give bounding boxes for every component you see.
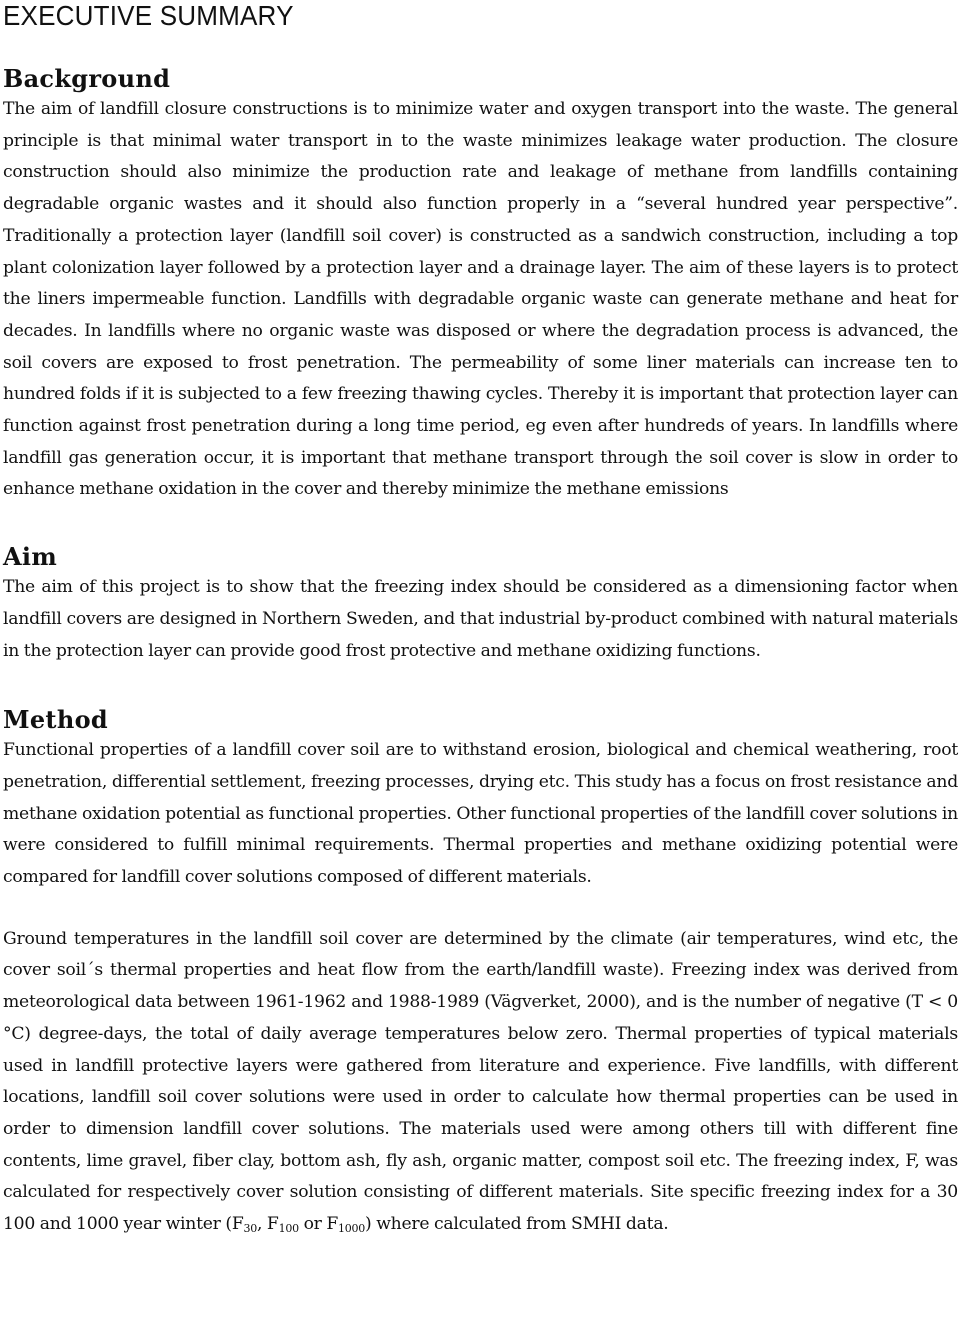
- aim-paragraph: The aim of this project is to show that the freezing index should be considered as a dimensioning factor when landfill covers are designed in Northern Sweden, and that industrial by-product combined with natural materials in the protection layer can provide good frost protective and methane oxidizing functions.: [3, 577, 958, 661]
- freezing-index-sub-30: 30: [243, 1222, 257, 1236]
- freezing-index-sep-1: , F: [257, 1214, 279, 1235]
- aim-section: [3, 542, 958, 667]
- aim-heading: Aim: [3, 542, 58, 572]
- method-paragraph-2-body: Ground temperatures in the landfill soil cover are determined by the climate (air temperatures, wind etc, the cover soil´s thermal properties and heat flow from the earth/landfill waste). Freezing index was derived from meteorological data between 1961-1962 and 1988-1989 (Vägverket, 2000), and is the number of negative (T < 0 °C) degree-days, the total of daily average temperatures below zero. Thermal properties of typical materials used in landfill protective layers were gathered from literature and experience. Five landfills, with different locations, landfill soil cover solutions were used in order to calculate how thermal properties can be used in order to dimension landfill cover solutions. The materials used were among others till with different fine contents, lime gravel, fiber clay, bottom ash, fly ash, organic matter, compost soil etc. The freezing index, F, was calculated for respectively cover solution consisting of different materials. Site specific freezing index for a 30 100 and 1000 year winter: [3, 928, 958, 1235]
- method-paragraph-1: Functional properties of a landfill cover soil are to withstand erosion, biological and chemical weathering, root penetration, differential settlement, freezing processes, drying etc. This study has a focus on frost resistance and methane oxidation potential as functional properties. Other functional properties of the landfill cover solutions in were considered to fulfill minimal requirements. Thermal properties and methane oxidizing potential were compared for landfill cover solutions composed of different materials.: [3, 740, 958, 888]
- freezing-index-sub-1000: 1000: [338, 1222, 366, 1236]
- document-title: EXECUTIVE SUMMARY: [3, 0, 294, 31]
- paragraph-gap: [3, 894, 958, 924]
- freezing-index-sub-100: 100: [278, 1222, 299, 1236]
- method-heading: Method: [3, 705, 108, 735]
- method-section: [3, 705, 958, 1241]
- freezing-index-open: (F: [225, 1214, 244, 1235]
- method-paragraph-2: [3, 924, 958, 1241]
- freezing-index-sep-2: or F: [298, 1214, 339, 1235]
- background-section: [3, 64, 958, 506]
- background-paragraph: The aim of landfill closure constructions is to minimize water and oxygen transport into the waste. The general principle is that minimal water transport in to the waste minimizes leakage water production. The closure construction should also minimize the production rate and leakage of methane from landfills containing degradable organic wastes and it should also function properly in a “several hundred year perspective”. Traditionally a protection layer (landfill soil cover) is constructed as a sandwich construction, including a top plant colonization layer followed by a protection layer and a drainage layer. The aim of these layers is to protect the liners impermeable function. Landfills with degradable organic waste can generate methane and heat for decades. In landfills where no organic waste was disposed or where the degradation process is advanced, the soil covers are exposed to frost penetration. The permeability of some liner materials can increase ten to hundred folds if it is subjected to a few freezing thawing cycles. Thereby it is important that protection layer can function against frost penetration during a long time period, eg even after hundreds of years. In landfills where landfill gas generation occur, it is important that methane transport through the soil cover is slow in order to enhance methane oxidation in the cover and thereby minimize the methane emissions: [3, 99, 958, 500]
- background-heading: Background: [3, 64, 171, 93]
- freezing-index-close: ) where calculated from SMHI data.: [365, 1214, 669, 1235]
